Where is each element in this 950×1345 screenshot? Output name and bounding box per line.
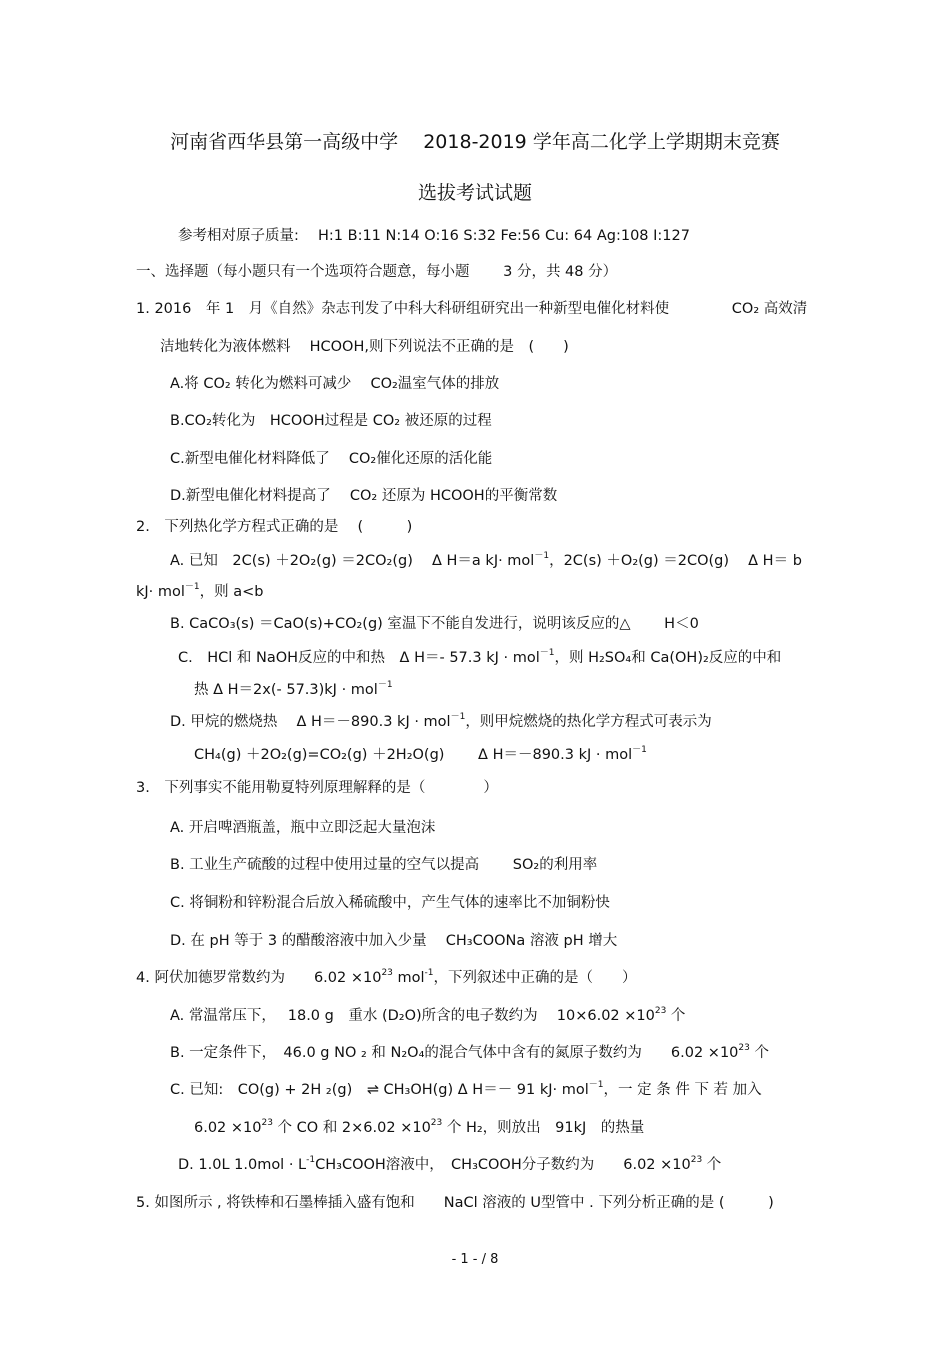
q4-c-part3: 6.02 ×10 [194,1120,262,1136]
q4-d-part1: D. 1.0L 1.0mol · L [178,1157,307,1173]
q3-stem: 3. 下列事实不能用勒夏特列原理解释的是（ ） [136,780,498,796]
q2-option-b: B. CaCO₃(s) ＝CaO(s)+CO₂(g) 室温下不能自发进行，说明该反应的△ H＜0 [170,616,699,632]
q4-d-sup1: -1 [306,1155,316,1165]
q2-c-part2: ，则 H₂SO₄和 Ca(OH)₂反应的中和 [554,650,782,666]
q4-d-part2: CH₃COOH溶液中， CH₃COOH分子数约为 6.02 ×10 [315,1157,691,1173]
q4-stem-part1: 4. 阿伏加德罗常数约为 6.02 ×10 [136,970,382,986]
q2-d-equation: CH₄(g) ＋2O₂(g)=CO₂(g) ＋2H₂O(g) Δ H＝－890.3 kJ · mol [194,747,633,763]
page-number: - 1 - / 8 [451,1252,499,1267]
q1-stem-line2: 洁地转化为液体燃料 HCOOH,则下列说法不正确的是 ( ) [160,339,569,355]
q2-a-sup1: －1 [534,551,550,561]
q4-option-a [170,1006,685,1026]
q2-a-sup2: －1 [184,582,200,592]
q2-option-c-line2 [194,680,393,700]
q1-option-b: B.CO₂转化为 HCOOH过程是 CO₂ 被还原的过程 [170,413,492,429]
q3-option-c: C. 将铜粉和锌粉混合后放入稀硫酸中，产生气体的速率比不加铜粉快 [170,895,610,911]
q4-option-b [170,1043,769,1063]
q2-stem: 2. 下列热化学方程式正确的是 ( ) [136,519,413,535]
q5-stem: 5. 如图所示 , 将铁棒和石墨棒插入盛有饱和 NaCl 溶液的 U型管中 . 下列分析正确的是 ( ) [136,1195,774,1211]
title-line-2: 选拔考试试题 [417,182,532,204]
q4-b-part1: B. 一定条件下， 46.0 g NO ₂ 和 N₂O₄的混合气体中含有的氮原子数约为 6.02 ×10 [170,1045,739,1061]
q4-option-d [178,1155,721,1175]
q4-option-c-line1 [170,1080,762,1100]
q1-option-d: D.新型电催化材料提高了 CO₂ 还原为 HCOOH的平衡常数 [170,488,558,504]
q4-b-part2: 个 [749,1045,769,1061]
q4-c-part1: C. 已知: CO(g) + 2H ₂(g) ⇌ CH₃OH(g) Δ H＝－ 91 kJ· mol [170,1082,589,1098]
q1-stem-line1: 1. 2016 年 1 月《自然》杂志刊发了中科大科研组研究出一种新型电催化材料使 CO₂ 高效清 [136,301,808,317]
q4-stem-sup1: 23 [381,968,393,978]
q4-stem-part2: mol [392,970,425,986]
q2-a-part2: ，2C(s) ＋O₂(g) ＝2CO(g) Δ H＝ b [549,553,802,569]
q4-stem [136,968,637,988]
q2-d-part1: D. 甲烷的燃烧热 Δ H＝－890.3 kJ · mol [170,714,451,730]
q2-c-part3: 热 Δ H＝2x(- 57.3)kJ · mol [194,682,378,698]
q1-option-a: A.将 CO₂ 转化为燃料可减少 CO₂温室气体的排放 [170,376,500,392]
q2-option-a-line1 [170,551,802,571]
q2-option-a-line2 [136,582,264,602]
q2-a-unit: kJ· mol [136,584,185,600]
q2-d-part2: ，则甲烷燃烧的热化学方程式可表示为 [465,714,712,730]
q2-c-sup2: －1 [377,680,393,690]
atomic-masses: 参考相对原子质量: H:1 B:11 N:14 O:16 S:32 Fe:56 Cu: 64 Ag:108 I:127 [178,228,690,244]
q4-c-part2: ，一 定 条 件 下 若 加入 [603,1082,762,1098]
q4-c-sup1: －1 [588,1080,604,1090]
q4-c-part4: 个 CO 和 2×6.02 ×10 [272,1120,431,1136]
q3-option-a: A. 开启啤酒瓶盖，瓶中立即泛起大量泡沫 [170,820,436,836]
q4-d-part3: 个 [702,1157,722,1173]
q2-option-d-line1 [170,712,712,732]
section-heading: 一、选择题（每小题只有一个选项符合题意，每小题 3 分，共 48 分） [136,264,618,280]
q3-option-b: B. 工业生产硫酸的过程中使用过量的空气以提高 SO₂的利用率 [170,857,598,873]
q2-a-conclusion: ，则 a<b [199,584,264,600]
q4-c-sup2: 23 [261,1118,273,1128]
q4-a-part1: A. 常温常压下， 18.0 g 重水 (D₂O)所含的电子数约为 10×6.02 ×10 [170,1008,655,1024]
q2-option-c-line1 [178,648,781,668]
q4-c-part5: 个 H₂，则放出 91kJ 的热量 [442,1120,645,1136]
q2-d-sup2: －1 [632,745,647,755]
q2-a-part1: A. 已知 2C(s) ＋2O₂(g) ＝2CO₂(g) Δ H＝a kJ· mol [170,553,535,569]
q4-b-sup: 23 [738,1043,750,1053]
q4-option-c-line2 [194,1118,644,1138]
q3-option-d: D. 在 pH 等于 3 的醋酸溶液中加入少量 CH₃COONa 溶液 pH 增大 [170,933,618,949]
title-line-1: 河南省西华县第一高级中学 2018-2019 学年高二化学上学期期末竞赛 [170,131,780,153]
q4-c-sup3: 23 [430,1118,443,1128]
q4-a-sup: 23 [654,1006,667,1016]
q2-c-part1: C. HCl 和 NaOH反应的中和热 Δ H＝- 57.3 kJ · mol [178,650,540,666]
q4-stem-part3: ，下列叙述中正确的是（ ） [433,970,637,986]
q4-stem-sup2: -1 [424,968,434,978]
q1-option-c: C.新型电催化材料降低了 CO₂催化还原的活化能 [170,451,493,467]
q4-d-sup2: 23 [690,1155,703,1165]
q2-c-sup1: －1 [539,648,555,658]
q2-option-d-line2 [194,745,647,765]
q2-d-sup1: －1 [450,712,466,722]
q4-a-part2: 个 [666,1008,686,1024]
